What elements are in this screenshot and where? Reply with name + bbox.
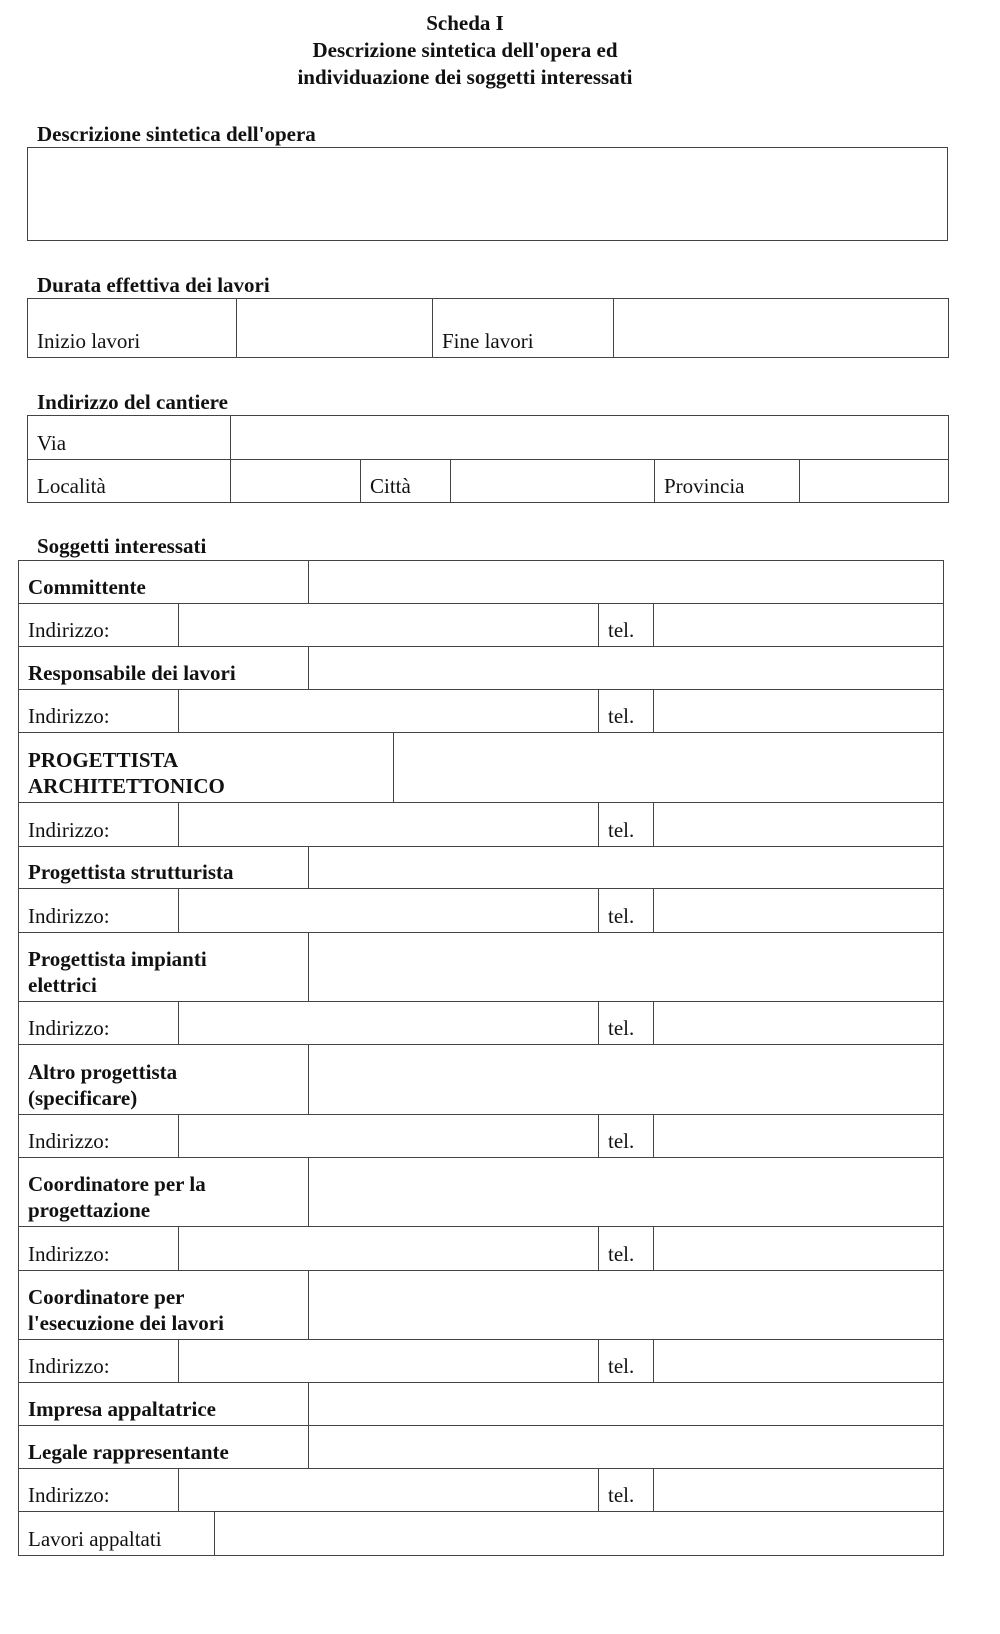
localita-field[interactable] bbox=[231, 460, 361, 503]
fine-lavori-field[interactable] bbox=[614, 299, 949, 358]
section-title-descrizione: Descrizione sintetica dell'opera bbox=[37, 122, 316, 146]
responsabile-label: Responsabile dei lavori bbox=[19, 647, 309, 690]
responsabile-tel-label: tel. bbox=[599, 690, 654, 733]
altro-progettista-field[interactable] bbox=[309, 1045, 944, 1115]
impianti-line2: elettrici bbox=[28, 973, 97, 997]
coord-esec-line2: l'esecuzione dei lavori bbox=[28, 1311, 224, 1335]
section-title-soggetti: Soggetti interessati bbox=[37, 534, 207, 558]
responsabile-indirizzo-label: Indirizzo: bbox=[19, 690, 179, 733]
responsabile-field[interactable] bbox=[309, 647, 944, 690]
architettonico-tel-label: tel. bbox=[599, 803, 654, 847]
provincia-field[interactable] bbox=[800, 460, 949, 503]
lavori-appaltati-field[interactable] bbox=[309, 1512, 944, 1556]
architettonico-tel-field[interactable] bbox=[654, 803, 944, 847]
impianti-line1: Progettista impianti bbox=[28, 947, 207, 971]
legale-rappresentante-field[interactable] bbox=[309, 1426, 944, 1469]
progettista-architettonico-field[interactable] bbox=[394, 733, 944, 803]
cantiere-table bbox=[27, 415, 949, 503]
progettista-architettonico-label bbox=[19, 733, 394, 803]
durata-table bbox=[27, 298, 949, 358]
coord-esec-tel-field[interactable] bbox=[654, 1340, 944, 1383]
strutturista-indirizzo-label: Indirizzo: bbox=[19, 889, 179, 933]
via-label: Via bbox=[28, 416, 231, 460]
descrizione-field[interactable] bbox=[27, 147, 948, 241]
legale-rappresentante-label: Legale rappresentante bbox=[19, 1426, 309, 1469]
responsabile-tel-field[interactable] bbox=[654, 690, 944, 733]
provincia-label: Provincia bbox=[655, 460, 800, 503]
altro-indirizzo-field[interactable] bbox=[179, 1115, 599, 1158]
citta-label: Città bbox=[361, 460, 451, 503]
altro-line2: (specificare) bbox=[28, 1086, 138, 1110]
inizio-lavori-field[interactable] bbox=[237, 299, 433, 358]
coordinatore-esecuzione-field[interactable] bbox=[309, 1271, 944, 1340]
section-title-durata: Durata effettiva dei lavori bbox=[37, 273, 270, 297]
coord-esec-line1: Coordinatore per bbox=[28, 1285, 185, 1309]
section-title-indirizzo: Indirizzo del cantiere bbox=[37, 390, 228, 414]
form-title: Scheda I bbox=[426, 11, 504, 35]
lavori-appaltati-text: Lavori appaltati bbox=[28, 1527, 162, 1551]
lavori-appaltati-label bbox=[19, 1512, 309, 1556]
coord-prog-indirizzo-field[interactable] bbox=[179, 1227, 599, 1271]
committente-field[interactable] bbox=[309, 561, 944, 604]
coord-esec-indirizzo-field[interactable] bbox=[179, 1340, 599, 1383]
fine-lavori-label: Fine lavori bbox=[433, 299, 614, 358]
impianti-tel-label: tel. bbox=[599, 1002, 654, 1045]
coordinatore-progettazione-label bbox=[19, 1158, 309, 1227]
form-subtitle-line2: individuazione dei soggetti interessati bbox=[297, 65, 633, 89]
strutturista-indirizzo-field[interactable] bbox=[179, 889, 599, 933]
impresa-tel-field[interactable] bbox=[654, 1469, 944, 1512]
committente-tel-label: tel. bbox=[599, 604, 654, 647]
impresa-indirizzo-field[interactable] bbox=[179, 1469, 599, 1512]
committente-tel-field[interactable] bbox=[654, 604, 944, 647]
impresa-tel-label: tel. bbox=[599, 1469, 654, 1512]
coordinatore-esecuzione-label bbox=[19, 1271, 309, 1340]
coord-prog-indirizzo-label: Indirizzo: bbox=[19, 1227, 179, 1271]
committente-label: Committente bbox=[19, 561, 309, 604]
architettonico-line2: ARCHITETTONICO bbox=[28, 774, 225, 798]
coordinatore-progettazione-field[interactable] bbox=[309, 1158, 944, 1227]
architettonico-line1: PROGETTISTA bbox=[28, 748, 179, 772]
architettonico-indirizzo-field[interactable] bbox=[179, 803, 599, 847]
responsabile-indirizzo-field[interactable] bbox=[179, 690, 599, 733]
coord-prog-tel-field[interactable] bbox=[654, 1227, 944, 1271]
progettista-strutturista-label: Progettista strutturista bbox=[19, 847, 309, 889]
impianti-tel-field[interactable] bbox=[654, 1002, 944, 1045]
impresa-appaltatrice-label: Impresa appaltatrice bbox=[19, 1383, 309, 1426]
impianti-indirizzo-field[interactable] bbox=[179, 1002, 599, 1045]
strutturista-tel-label: tel. bbox=[599, 889, 654, 933]
impresa-appaltatrice-field[interactable] bbox=[309, 1383, 944, 1426]
progettista-impianti-label bbox=[19, 933, 309, 1002]
altro-line1: Altro progettista bbox=[28, 1060, 178, 1084]
altro-indirizzo-label: Indirizzo: bbox=[19, 1115, 179, 1158]
progettista-strutturista-field[interactable] bbox=[309, 847, 944, 889]
citta-field[interactable] bbox=[451, 460, 655, 503]
coord-esec-indirizzo-label: Indirizzo: bbox=[19, 1340, 179, 1383]
localita-label: Località bbox=[28, 460, 231, 503]
coord-prog-line2: progettazione bbox=[28, 1198, 151, 1222]
via-field[interactable] bbox=[231, 416, 949, 460]
coord-prog-line1: Coordinatore per la bbox=[28, 1172, 206, 1196]
altro-tel-field[interactable] bbox=[654, 1115, 944, 1158]
altro-progettista-label bbox=[19, 1045, 309, 1115]
coord-esec-tel-label: tel. bbox=[599, 1340, 654, 1383]
altro-tel-label: tel. bbox=[599, 1115, 654, 1158]
impresa-indirizzo-label: Indirizzo: bbox=[19, 1469, 179, 1512]
impianti-indirizzo-label: Indirizzo: bbox=[19, 1002, 179, 1045]
committente-indirizzo-field[interactable] bbox=[179, 604, 599, 647]
strutturista-tel-field[interactable] bbox=[654, 889, 944, 933]
architettonico-indirizzo-label: Indirizzo: bbox=[19, 803, 179, 847]
committente-indirizzo-label: Indirizzo: bbox=[19, 604, 179, 647]
soggetti-table bbox=[18, 560, 944, 1556]
progettista-impianti-field[interactable] bbox=[309, 933, 944, 1002]
coord-prog-tel-label: tel. bbox=[599, 1227, 654, 1271]
inizio-lavori-label: Inizio lavori bbox=[28, 299, 237, 358]
form-subtitle-line1: Descrizione sintetica dell'opera ed bbox=[312, 38, 618, 62]
